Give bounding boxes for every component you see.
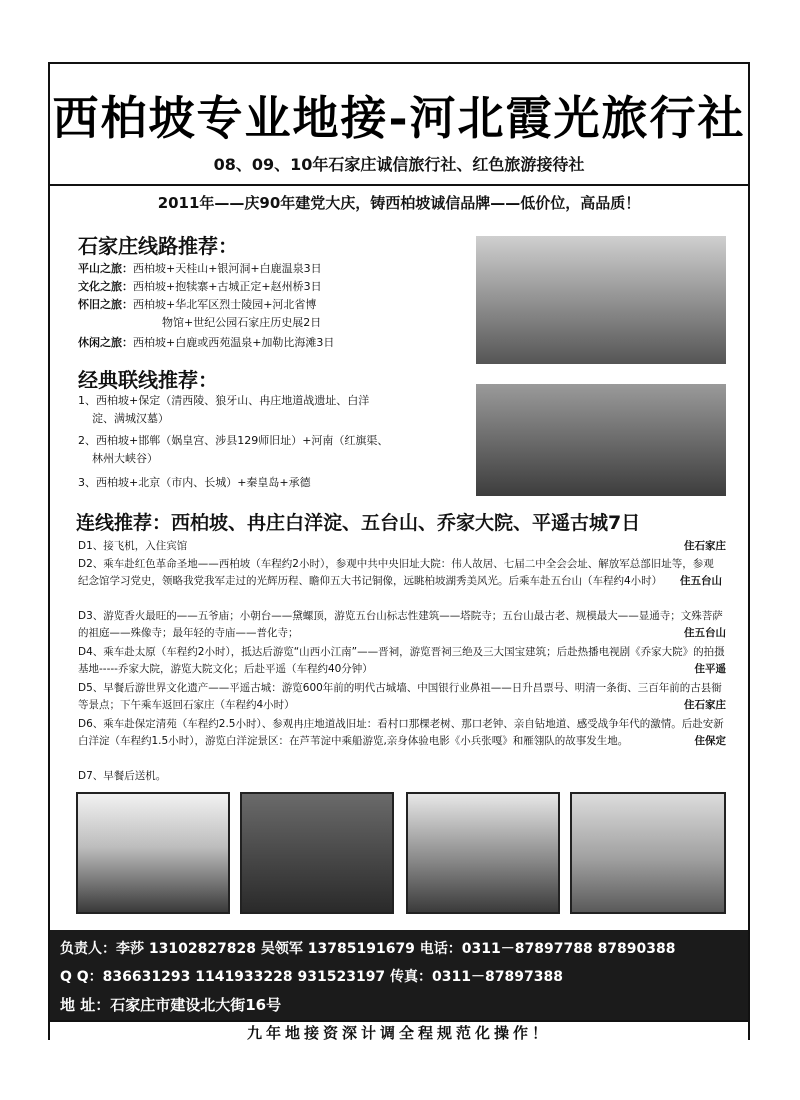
tour-day-7: D7、早餐后送机。 [78, 770, 167, 782]
classic-line-1: 1、西柏坡+保定（清西陵、狼牙山、冉庄地道战遗址、白洋 [78, 394, 370, 407]
photo-temple-gate [240, 792, 394, 914]
tour-day-3: D3、游览香火最旺的——五爷庙；小朝台——黛螺顶，游览五台山标志性建筑——塔院寺；五台山最古老、规模最大——显通寺；文殊菩萨的祖庭——殊像寺；最年轻的寺庙——普化寺； 住五台山 [78, 608, 726, 642]
slogan: 2011年——庆90年建党大庆，铸西柏坡诚信品牌——低价位，高品质！ [157, 194, 641, 212]
sjz-line-5: 休闲之旅：西柏坡+白鹿或西苑温泉+加勒比海滩3日 [78, 336, 335, 349]
footer-motto: 九年地接资深计调全程规范化操作！ [50, 1020, 748, 1042]
tour-day-5-stay: 住石家庄 [684, 699, 726, 711]
tour-day-1: D1、接飞机，入住宾馆 住石家庄 [78, 538, 726, 555]
sjz-line-3: 怀旧之旅：西柏坡+华北军区烈士陵园+河北省博 [78, 298, 317, 311]
contact-row-address: 地 址：石家庄市建设北大街16号 [60, 996, 282, 1014]
photo-pingyao-tower [76, 792, 230, 914]
classic-line-2: 淀、满城汉墓） [92, 412, 169, 425]
tour-day-2-stay: 住五台山 [680, 575, 722, 587]
tour-day-3-stay: 住五台山 [684, 627, 726, 639]
classic-heading: 经典联线推荐： [78, 368, 218, 392]
classic-line-4: 林州大峡谷） [92, 452, 158, 465]
sjz-heading: 石家庄线路推荐： [78, 234, 238, 258]
contact-row-qq: Q Q：836631293 1141933228 931523197 传真：0311－87897388 [60, 969, 563, 985]
tour-day-1-stay: 住石家庄 [684, 540, 726, 552]
tour-day-5: D5、早餐后游世界文化遗产——平遥古城：游览600年前的明代古城墙、中国银行业鼻祖——日升昌票号、明清一条街、三百年前的古县衙等景点；下午乘车返回石家庄（车程约4小时） 住石家庄 [78, 680, 726, 714]
tour-day-6-stay: 住保定 [694, 735, 726, 747]
header [50, 64, 748, 186]
tour-day-6: D6、乘车赴保定清苑（车程约2.5小时）、参观冉庄地道战旧址：看村口那棵老树、那口老钟、亲自钻地道、感受战争年代的激情。后赴安新白洋淀（车程约1.5小时），游览白洋淀景区：在芦苇淀中乘船游览,亲身体验电影《小兵张嘎》和雁翎队的故事发生地。 住保定 [78, 716, 726, 750]
sjz-line-4: 物馆+世纪公园石家庄历史展2日 [162, 316, 322, 329]
sjz-line-2: 文化之旅：西柏坡+抱犊寨+古城正定+赵州桥3日 [78, 280, 322, 293]
photo-leaders-outdoor [476, 236, 726, 364]
classic-line-5: 3、西柏坡+北京（市内、长城）+秦皇岛+承德 [78, 476, 311, 489]
tour-day-2: D2、乘车赴红色革命圣地——西柏坡（车程约2小时），参观中共中央旧址大院：伟人故居、七届二中全会会址、解放军总部旧址等，参观纪念馆学习党史，领略我党我军走过的光辉历程、瞻仰五大书记铜像，远眺柏坡湖秀美风光。后乘车赴五台山（车程约4小时） 住五台山 [78, 556, 722, 590]
tour-title: 连线推荐：西柏坡、冉庄白洋淀、五台山、乔家大院、平遥古城7日 [76, 512, 641, 534]
sjz-line-1: 平山之旅：西柏坡+天桂山+银河洞+白鹿温泉3日 [78, 262, 322, 275]
page-title: 西柏坡专业地接-河北霞光旅行社 [52, 91, 746, 145]
flyer-frame [48, 62, 750, 1040]
contact-panel [50, 930, 748, 1020]
classic-line-3: 2、西柏坡+邯郸（娲皇宫、涉县129师旧址）+河南（红旗渠、 [78, 434, 389, 447]
header-subtitle: 08、09、10年石家庄诚信旅行社、红色旅游接待社 [213, 155, 585, 174]
photo-courtyard-alley [406, 792, 560, 914]
tour-day-4-stay: 住平遥 [694, 663, 726, 675]
contact-row-phone: 负责人：李莎 13102827828 吴领军 13785191679 电话：0311－87897788 87890388 [60, 941, 676, 957]
photo-old-house [570, 792, 726, 914]
photo-leaders-meeting [476, 384, 726, 496]
tour-day-4: D4、乘车赴太原（车程约2小时），抵达后游览“山西小江南”——晋祠，游览晋祠三绝及三大国宝建筑；后赴热播电视剧《乔家大院》的拍摄基地-----乔家大院，游览大院文化；后赴平遥（车程约40分钟） 住平遥 [78, 644, 726, 678]
